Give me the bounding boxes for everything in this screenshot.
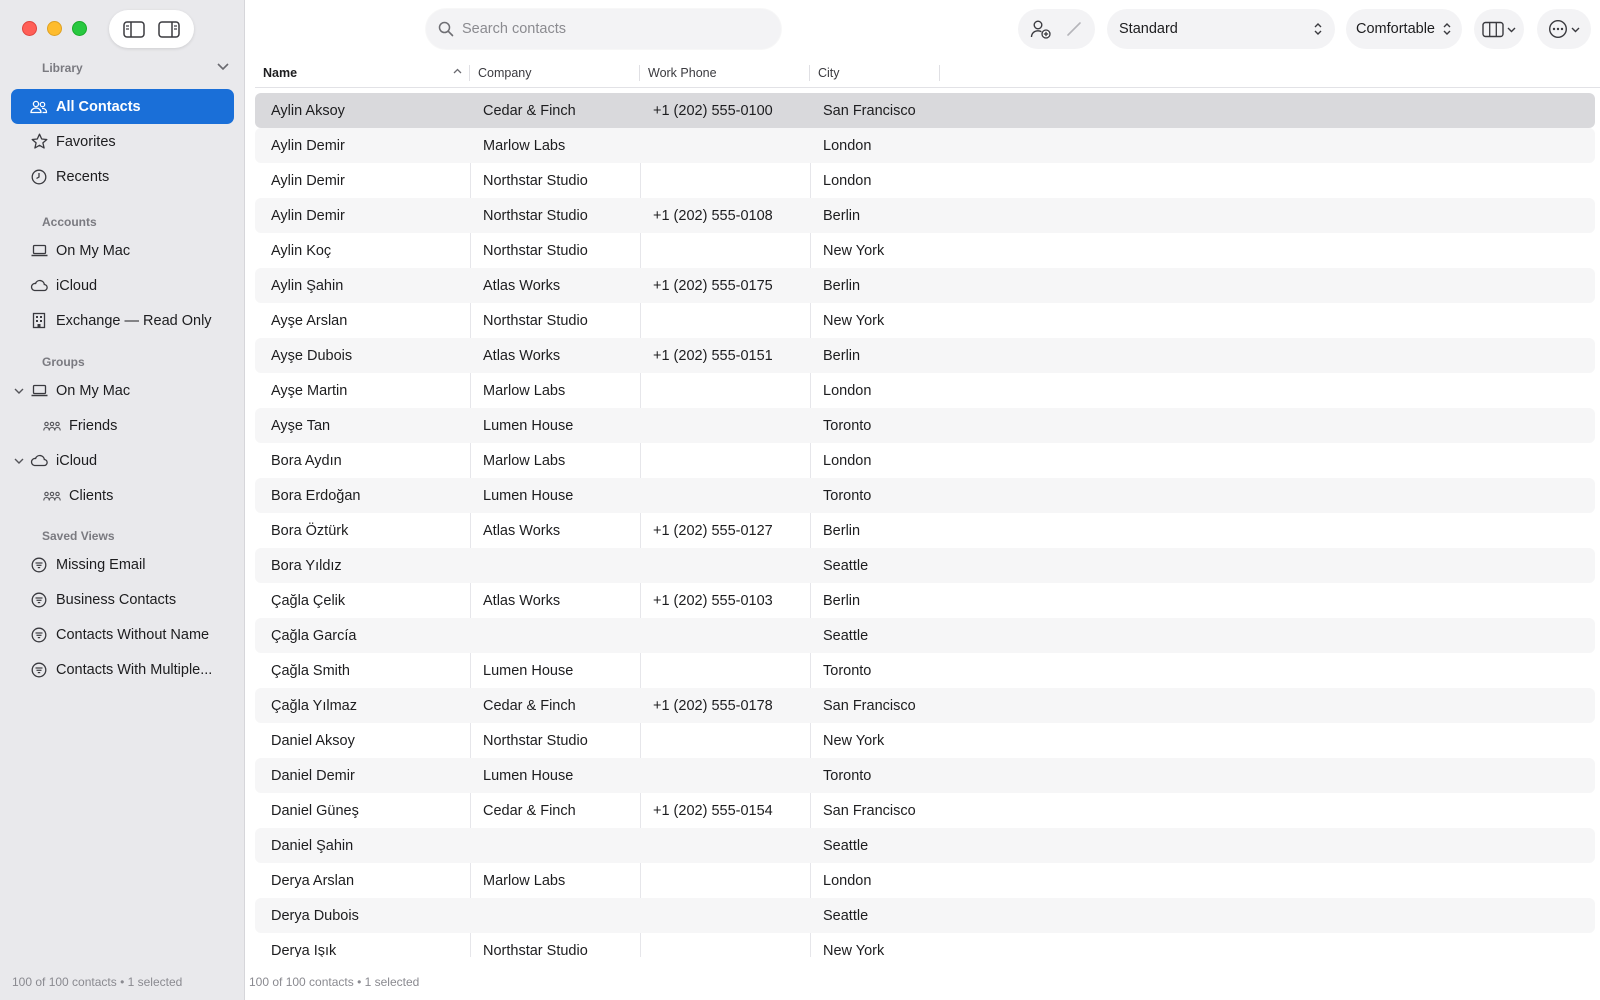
table-row[interactable]	[255, 233, 1595, 268]
cell-work-phone	[640, 163, 810, 198]
sidebar-item-label: On My Mac	[56, 242, 131, 259]
cell-city: Seattle	[823, 627, 869, 644]
sidebar-item-label: Recents	[56, 168, 110, 185]
chevron-down-icon	[1507, 25, 1516, 34]
table-row[interactable]	[255, 268, 1595, 303]
sort-ascending-icon	[453, 67, 462, 76]
cell-work-phone	[640, 828, 810, 863]
table-row[interactable]	[255, 513, 1595, 548]
table-row[interactable]	[255, 128, 1595, 163]
cell-work-phone	[640, 478, 810, 513]
main-pane	[245, 0, 1600, 1000]
cell-work-phone: +1 (202) 555-0127	[653, 522, 773, 539]
cell-company: Lumen House	[483, 767, 574, 784]
toggle-inspector-button[interactable]	[154, 16, 184, 42]
table-row[interactable]	[255, 303, 1595, 338]
cell-name: Derya Işık	[271, 942, 337, 957]
sidebar	[0, 0, 245, 1000]
table-row[interactable]	[255, 443, 1595, 478]
cell-company: Marlow Labs	[483, 872, 566, 889]
view-mode-value: Standard	[1119, 21, 1178, 37]
people-icon	[30, 98, 48, 116]
cell-name: Ayşe Arslan	[271, 312, 348, 329]
saved-views-heading: Saved Views	[42, 529, 115, 543]
cell-work-phone: +1 (202) 555-0103	[653, 592, 773, 609]
cell-work-phone: +1 (202) 555-0100	[653, 102, 773, 119]
toolbar	[245, 0, 1600, 58]
column-header-label: Name	[263, 66, 298, 80]
search-field[interactable]	[426, 9, 781, 49]
sidebar-status-text: 100 of 100 contacts • 1 selected	[12, 975, 183, 989]
sidebar-item-on-my-mac[interactable]	[11, 233, 234, 268]
table-row[interactable]	[255, 93, 1595, 128]
columns-menu-button[interactable]	[1474, 9, 1524, 49]
cell-city: London	[823, 872, 872, 889]
cell-work-phone: +1 (202) 555-0175	[653, 277, 773, 294]
sidebar-item-group-icloud[interactable]	[11, 443, 234, 478]
search-input[interactable]	[462, 21, 752, 37]
table-row[interactable]	[255, 478, 1595, 513]
table-status-text: 100 of 100 contacts • 1 selected	[249, 975, 420, 989]
sidebar-left-icon	[123, 21, 145, 38]
group-icon	[43, 487, 61, 505]
table-row[interactable]	[255, 688, 1595, 723]
zoom-window-button[interactable]	[72, 21, 87, 36]
contact-actions-group	[1018, 9, 1095, 49]
cell-company: Lumen House	[483, 417, 574, 434]
table-row[interactable]	[255, 373, 1595, 408]
cell-company: Cedar & Finch	[483, 697, 576, 714]
laptop-icon	[30, 242, 48, 260]
cell-city: Berlin	[823, 277, 861, 294]
cell-name: Daniel Aksoy	[271, 732, 355, 749]
column-header-work-phone[interactable]	[640, 58, 810, 88]
cell-city: Seattle	[823, 557, 869, 574]
sidebar-item-recents[interactable]	[11, 159, 234, 194]
filter-icon	[30, 661, 48, 679]
sidebar-toggle-group	[109, 10, 194, 48]
cell-city: Berlin	[823, 207, 861, 224]
column-header-label: Company	[478, 66, 532, 80]
cell-name: Aylin Demir	[271, 172, 345, 189]
table-row[interactable]	[255, 758, 1595, 793]
density-value: Comfortable	[1356, 21, 1435, 37]
cloud-icon	[30, 277, 48, 295]
table-header	[255, 58, 1600, 88]
cell-city: Seattle	[823, 837, 869, 854]
cell-name: Daniel Şahin	[271, 837, 354, 854]
cloud-icon	[30, 452, 48, 470]
cell-name: Ayşe Tan	[271, 417, 331, 434]
table-row[interactable]	[255, 408, 1595, 443]
cell-company: Northstar Studio	[483, 207, 588, 224]
close-window-button[interactable]	[22, 21, 37, 36]
cell-work-phone	[640, 863, 810, 898]
table-row[interactable]	[255, 793, 1595, 828]
table-row[interactable]	[255, 723, 1595, 758]
sidebar-item-label: Friends	[69, 417, 118, 434]
cell-work-phone	[640, 408, 810, 443]
cell-city: New York	[823, 242, 885, 259]
cell-city: Berlin	[823, 347, 861, 364]
cell-work-phone	[640, 933, 810, 957]
groups-heading: Groups	[42, 355, 85, 369]
cell-city: New York	[823, 312, 885, 329]
cell-work-phone	[640, 443, 810, 478]
sidebar-item-label: On My Mac	[56, 382, 131, 399]
cell-name: Çağla Smith	[271, 662, 350, 679]
minimize-window-button[interactable]	[47, 21, 62, 36]
cell-name: Bora Aydın	[271, 452, 342, 469]
table-row[interactable]	[255, 583, 1595, 618]
table-row[interactable]	[255, 338, 1595, 373]
filter-icon	[30, 556, 48, 574]
cell-work-phone	[640, 723, 810, 758]
cell-name: Derya Dubois	[271, 907, 359, 924]
cell-company: Atlas Works	[483, 277, 561, 294]
cell-company: Cedar & Finch	[483, 802, 576, 819]
cell-company: Northstar Studio	[483, 942, 588, 957]
sidebar-item-label: Business Contacts	[56, 591, 177, 608]
cell-work-phone	[640, 233, 810, 268]
cell-city: Toronto	[823, 487, 872, 504]
cell-company: Northstar Studio	[483, 732, 588, 749]
cell-city: Toronto	[823, 417, 872, 434]
cell-company: Marlow Labs	[483, 382, 566, 399]
sidebar-item-contacts-with-multiple[interactable]	[11, 652, 234, 687]
window-controls	[22, 21, 87, 36]
column-header-company[interactable]	[470, 58, 640, 88]
cell-city: Seattle	[823, 907, 869, 924]
cell-city: Toronto	[823, 662, 872, 679]
sidebar-item-label: iCloud	[56, 452, 98, 469]
cell-company: Atlas Works	[483, 522, 561, 539]
chevron-down-icon[interactable]	[14, 456, 24, 466]
cell-work-phone	[640, 548, 810, 583]
column-header-label: Work Phone	[648, 66, 717, 80]
cell-name: Aylin Demir	[271, 207, 345, 224]
sidebar-item-friends[interactable]	[11, 408, 234, 443]
cell-city: San Francisco	[823, 697, 916, 714]
chevron-updown-icon	[1313, 22, 1323, 36]
chevron-down-icon[interactable]	[14, 386, 24, 396]
laptop-icon	[30, 382, 48, 400]
sidebar-item-all-contacts[interactable]	[11, 89, 234, 124]
cell-name: Aylin Aksoy	[271, 102, 345, 119]
table-row[interactable]	[255, 898, 1595, 933]
cell-work-phone: +1 (202) 555-0154	[653, 802, 773, 819]
cell-name: Aylin Koç	[271, 242, 332, 259]
cell-name: Ayşe Martin	[271, 382, 348, 399]
table-row[interactable]	[255, 828, 1595, 863]
more-actions-button[interactable]	[1537, 9, 1591, 49]
cell-name: Daniel Demir	[271, 767, 355, 784]
density-select[interactable]	[1346, 9, 1462, 49]
cell-city: New York	[823, 732, 885, 749]
cell-name: Bora Yıldız	[271, 557, 342, 574]
sidebar-item-label: Clients	[69, 487, 114, 504]
cell-company: Northstar Studio	[483, 312, 588, 329]
sidebar-right-icon	[158, 21, 180, 38]
cell-name: Çağla Çelik	[271, 592, 346, 609]
cell-company	[470, 898, 640, 933]
cell-name: Aylin Demir	[271, 137, 345, 154]
table-row[interactable]	[255, 933, 1595, 957]
cell-company	[470, 828, 640, 863]
table-row[interactable]	[255, 548, 1595, 583]
cell-name: Bora Erdoğan	[271, 487, 361, 504]
cell-company: Atlas Works	[483, 347, 561, 364]
cell-work-phone: +1 (202) 555-0108	[653, 207, 773, 224]
cell-company: Cedar & Finch	[483, 102, 576, 119]
table-row[interactable]	[255, 198, 1595, 233]
table-row[interactable]	[255, 863, 1595, 898]
clock-icon	[30, 168, 48, 186]
sidebar-item-label: Missing Email	[56, 556, 146, 573]
search-icon	[438, 21, 454, 37]
cell-city: New York	[823, 942, 885, 957]
ellipsis-circle-icon	[1548, 19, 1568, 39]
chevron-down-icon[interactable]	[216, 60, 230, 74]
sidebar-item-label: Exchange — Read Only	[56, 312, 212, 329]
sidebar-item-icloud[interactable]	[11, 268, 234, 303]
pencil-icon	[1065, 20, 1083, 38]
cell-city: Toronto	[823, 767, 872, 784]
accounts-heading: Accounts	[42, 215, 97, 229]
sidebar-item-business-contacts[interactable]	[11, 582, 234, 617]
sidebar-item-favorites[interactable]	[11, 124, 234, 159]
toggle-sidebar-button[interactable]	[119, 16, 149, 42]
chevron-updown-icon	[1442, 22, 1452, 36]
person-add-icon	[1030, 19, 1052, 39]
cell-company: Marlow Labs	[483, 452, 566, 469]
cell-city: Berlin	[823, 522, 861, 539]
cell-work-phone	[640, 898, 810, 933]
cell-name: Ayşe Dubois	[271, 347, 353, 364]
chevron-down-icon	[1571, 25, 1580, 34]
cell-company	[470, 548, 640, 583]
sidebar-item-contacts-without-name[interactable]	[11, 617, 234, 652]
cell-name: Aylin Şahin	[271, 277, 344, 294]
cell-work-phone: +1 (202) 555-0151	[653, 347, 773, 364]
cell-company: Northstar Studio	[483, 242, 588, 259]
cell-name: Çağla Yılmaz	[271, 697, 357, 714]
cell-work-phone	[640, 653, 810, 688]
cell-work-phone	[640, 128, 810, 163]
cell-city: London	[823, 382, 872, 399]
cell-company	[470, 618, 640, 653]
cell-city: London	[823, 172, 872, 189]
cell-name: Çağla García	[271, 627, 357, 644]
sidebar-item-label: Contacts With Multiple...	[56, 661, 213, 678]
cell-city: San Francisco	[823, 802, 916, 819]
view-mode-select[interactable]	[1107, 9, 1335, 49]
library-heading: Library	[42, 61, 83, 75]
table-row[interactable]	[255, 653, 1595, 688]
cell-work-phone	[640, 373, 810, 408]
cell-city: San Francisco	[823, 102, 916, 119]
cell-company: Lumen House	[483, 487, 574, 504]
contacts-table-body	[255, 93, 1595, 957]
cell-company: Lumen House	[483, 662, 574, 679]
cell-city: Berlin	[823, 592, 861, 609]
group-icon	[43, 417, 61, 435]
sidebar-item-clients[interactable]	[11, 478, 234, 513]
cell-work-phone	[640, 303, 810, 338]
cell-work-phone	[640, 758, 810, 793]
cell-company: Marlow Labs	[483, 137, 566, 154]
column-header-name[interactable]	[255, 58, 470, 88]
cell-company: Northstar Studio	[483, 172, 588, 189]
sidebar-item-label: Favorites	[56, 133, 116, 150]
cell-name: Bora Öztürk	[271, 522, 349, 539]
cell-work-phone	[640, 618, 810, 653]
sidebar-item-label: Contacts Without Name	[56, 626, 210, 643]
table-row[interactable]	[255, 618, 1595, 653]
building-icon	[30, 312, 48, 330]
cell-city: London	[823, 137, 872, 154]
columns-icon	[1482, 21, 1504, 38]
cell-city: London	[823, 452, 872, 469]
sidebar-item-label: All Contacts	[56, 98, 141, 115]
add-contact-button[interactable]	[1030, 19, 1052, 39]
filter-icon	[30, 591, 48, 609]
cell-company: Atlas Works	[483, 592, 561, 609]
sidebar-item-label: iCloud	[56, 277, 98, 294]
cell-name: Daniel Güneş	[271, 802, 359, 819]
filter-icon	[30, 626, 48, 644]
column-header-label: City	[818, 66, 840, 80]
sidebar-item-group-on-my-mac[interactable]	[11, 373, 234, 408]
sidebar-item-missing-email[interactable]	[11, 547, 234, 582]
table-row[interactable]	[255, 163, 1595, 198]
sidebar-item-exchange[interactable]	[11, 303, 234, 338]
cell-work-phone: +1 (202) 555-0178	[653, 697, 773, 714]
cell-name: Derya Arslan	[271, 872, 355, 889]
star-icon	[30, 133, 48, 151]
column-header-city[interactable]	[810, 58, 940, 88]
edit-contact-button[interactable]	[1065, 20, 1083, 38]
